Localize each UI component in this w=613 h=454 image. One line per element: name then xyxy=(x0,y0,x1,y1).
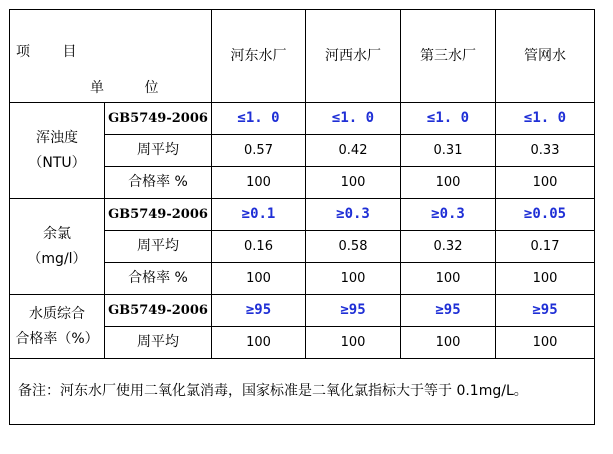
weekly-avg-label: 周平均 xyxy=(105,135,212,167)
pass-rate-label: 合格率 % xyxy=(105,167,212,199)
weekly-avg-value: 100 xyxy=(496,327,595,359)
table-row xyxy=(10,199,595,231)
standard-value: ≥0.3 xyxy=(306,199,401,231)
weekly-avg-value: 0.16 xyxy=(212,231,306,263)
standard-value: ≤1. 0 xyxy=(401,103,496,135)
standard-value: ≥95 xyxy=(401,295,496,327)
pass-rate-value: 100 xyxy=(212,263,306,295)
pass-rate-value: 100 xyxy=(401,263,496,295)
param-cell-residual-chlorine xyxy=(10,199,105,295)
standard-label: GB5749-2006 xyxy=(105,295,212,327)
param-name: 浑浊度 xyxy=(36,129,78,146)
pass-rate-value: 100 xyxy=(306,263,401,295)
standard-value: ≤1. 0 xyxy=(306,103,401,135)
standard-value: ≥95 xyxy=(496,295,595,327)
param-cell-overall-pass-rate xyxy=(10,295,105,359)
standard-value: ≤1. 0 xyxy=(496,103,595,135)
weekly-avg-value: 100 xyxy=(401,327,496,359)
water-quality-table xyxy=(9,9,595,425)
standard-value: ≥95 xyxy=(306,295,401,327)
weekly-avg-value: 100 xyxy=(306,327,401,359)
param-unit: 合格率（%） xyxy=(15,330,99,347)
weekly-avg-value: 0.17 xyxy=(496,231,595,263)
pass-rate-value: 100 xyxy=(496,263,595,295)
weekly-avg-value: 0.57 xyxy=(212,135,306,167)
standard-value: ≥95 xyxy=(212,295,306,327)
param-name: 水质综合 xyxy=(29,305,85,322)
plant-header-hedong: 河东水厂 xyxy=(212,10,306,103)
corner-header-cell xyxy=(10,10,212,103)
pass-rate-value: 100 xyxy=(212,167,306,199)
weekly-avg-value: 0.31 xyxy=(401,135,496,167)
standard-value: ≥0.05 xyxy=(496,199,595,231)
plant-header-hexi: 河西水厂 xyxy=(306,10,401,103)
param-unit: （NTU） xyxy=(28,154,86,171)
table-row xyxy=(10,295,595,327)
pass-rate-value: 100 xyxy=(496,167,595,199)
unit-label: 单 位 xyxy=(90,80,177,96)
standard-value: ≥0.3 xyxy=(401,199,496,231)
note-row xyxy=(10,359,595,425)
pass-rate-value: 100 xyxy=(306,167,401,199)
param-unit: （mg/l） xyxy=(27,250,87,267)
item-label: 项 目 xyxy=(16,44,91,60)
standard-label: GB5749-2006 xyxy=(105,199,212,231)
header-row xyxy=(10,10,595,103)
standard-label: GB5749-2006 xyxy=(105,103,212,135)
pass-rate-value: 100 xyxy=(401,167,496,199)
weekly-avg-value: 0.58 xyxy=(306,231,401,263)
standard-value: ≤1. 0 xyxy=(212,103,306,135)
weekly-avg-value: 0.33 xyxy=(496,135,595,167)
weekly-avg-label: 周平均 xyxy=(105,327,212,359)
param-cell-turbidity xyxy=(10,103,105,199)
weekly-avg-value: 0.42 xyxy=(306,135,401,167)
plant-header-third: 第三水厂 xyxy=(401,10,496,103)
pass-rate-label: 合格率 % xyxy=(105,263,212,295)
weekly-avg-value: 0.32 xyxy=(401,231,496,263)
weekly-avg-value: 100 xyxy=(212,327,306,359)
weekly-avg-label: 周平均 xyxy=(105,231,212,263)
footnote: 备注：河东水厂使用二氧化氯消毒，国家标准是二氧化氯指标大于等于 0.1mg/L。 xyxy=(10,359,595,425)
plant-header-network: 管网水 xyxy=(496,10,595,103)
param-name: 余氯 xyxy=(43,225,71,242)
table-row xyxy=(10,103,595,135)
standard-value: ≥0.1 xyxy=(212,199,306,231)
